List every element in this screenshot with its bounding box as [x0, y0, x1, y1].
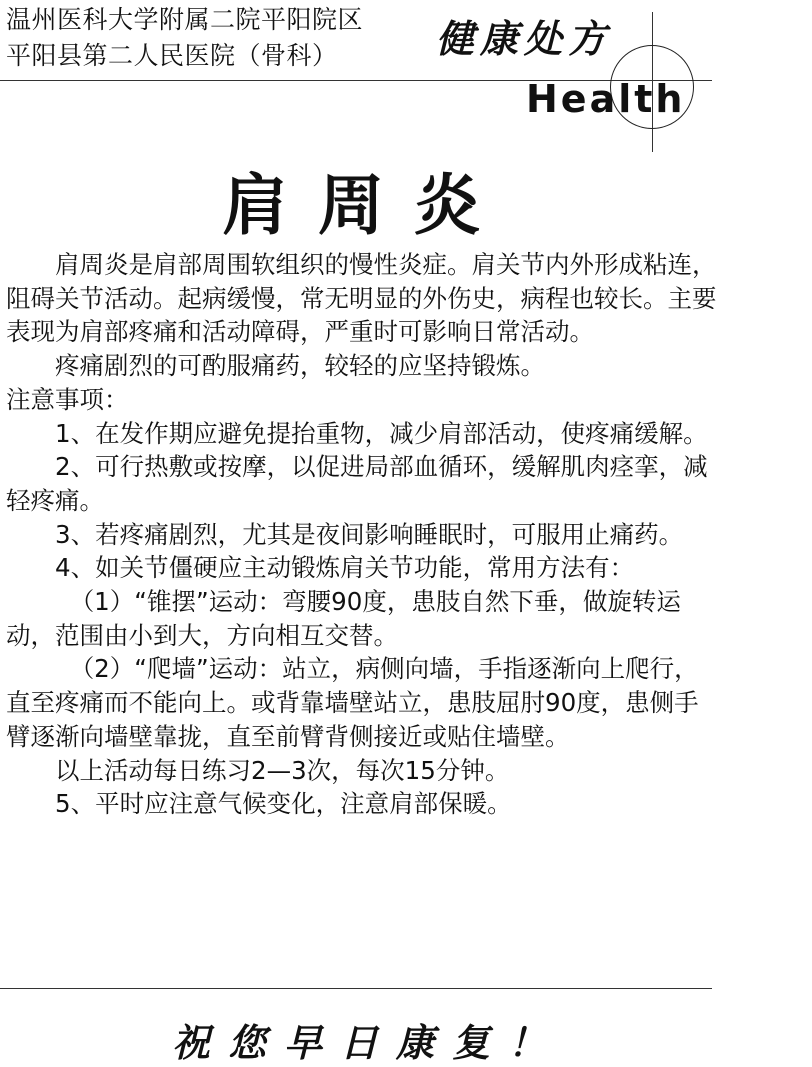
hospital-name: 温州医科大学附属二院平阳院区	[6, 5, 364, 34]
exercise-pendulum: （1）“锥摆”运动：弯腰90度，患肢自然下垂，做旋转运动，范围由小到大，方向相互交替。	[6, 587, 681, 650]
notes-heading: 注意事项：	[6, 384, 129, 414]
paragraph-intro: 肩周炎是肩部周围软组织的慢性炎症。肩关节内外形成粘连，阻碍关节活动。起病缓慢，常无明显的外伤史，病程也较长。主要表现为肩部疼痛和活动障碍，严重时可影响日常活动。	[6, 250, 717, 347]
note-item-3: 3、若疼痛剧烈，尤其是夜间影响睡眠时，可服用止痛药。	[55, 519, 684, 549]
exercise-wall-climb: （2）“爬墙”运动：站立，病侧向墙，手指逐渐向上爬行，直至疼痛而不能向上。或背靠墙壁站立，患肢屈肘90度，患侧手臂逐渐向墙壁靠拢，直至前臂背侧接近或贴住墙壁。	[6, 654, 699, 751]
brand-title-en: Health	[526, 77, 686, 121]
note-item-5: 5、平时应注意气候变化，注意肩部保暖。	[55, 789, 512, 819]
article-body	[6, 248, 718, 821]
closing-wish: 祝您早日康复！	[172, 1020, 565, 1065]
hospital-department: 平阳县第二人民医院（骨科）	[6, 41, 338, 70]
footer-divider	[0, 988, 712, 989]
note-item-4: 4、如关节僵硬应主动锻炼肩关节功能，常用方法有：	[55, 553, 635, 583]
note-item-2: 2、可行热敷或按摩，以促进局部血循环，缓解肌肉痉挛，减轻疼痛。	[6, 452, 708, 515]
exercise-frequency: 以上活动每日练习2—3次，每次15分钟。	[55, 755, 510, 785]
brand-title-cn: 健康处方	[436, 16, 613, 61]
paragraph-treatment: 疼痛剧烈的可酌服痛药，较轻的应坚持锻炼。	[55, 351, 545, 381]
page-title: 肩周炎	[222, 167, 510, 244]
note-item-1: 1、在发作期应避免提抬重物，减少肩部活动，使疼痛缓解。	[55, 418, 708, 448]
